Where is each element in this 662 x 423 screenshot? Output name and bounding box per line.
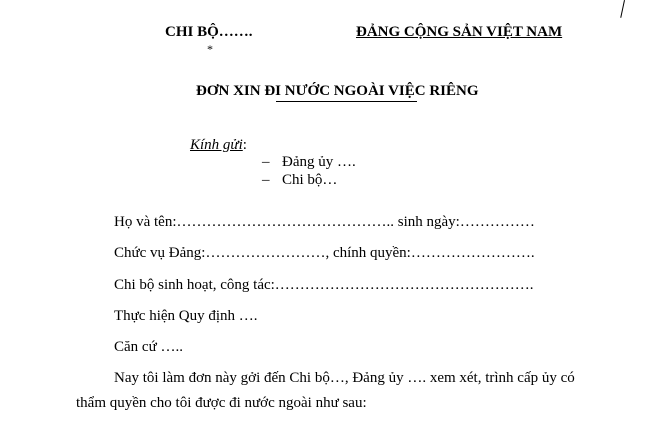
recipient-item-label: Chi bộ… <box>282 172 338 188</box>
party-cell-header: CHI BỘ……. <box>165 24 253 40</box>
party-name-header: ĐẢNG CỘNG SẢN VIỆT NAM <box>356 24 563 40</box>
recipients-label-line <box>190 137 247 154</box>
field-basis: Căn cứ ….. <box>114 339 183 355</box>
corner-stroke-mark <box>620 0 625 18</box>
body-paragraph-line-1: Nay tôi làm đơn này gởi đến Chi bộ…, Đảng ủy …. xem xét, trình cấp ủy có <box>114 370 575 386</box>
recipients-label: Kính gửi <box>190 137 243 153</box>
recipient-bullet: – <box>262 172 270 188</box>
field-branch: Chi bộ sinh hoạt, công tác:……………………………………………. <box>114 277 534 293</box>
recipient-item <box>262 172 337 189</box>
recipient-bullet: – <box>262 154 270 170</box>
field-name: Họ và tên:…………………………………….. sinh ngày:…………… <box>114 214 535 230</box>
title-underline <box>276 101 417 102</box>
header-star: * <box>207 42 213 56</box>
field-regulation: Thực hiện Quy định …. <box>114 308 258 324</box>
recipients-colon: : <box>242 137 247 153</box>
recipient-item <box>262 154 356 171</box>
field-position: Chức vụ Đảng:……………………, chính quyền:……………………. <box>114 245 535 261</box>
body-paragraph-line-2: thẩm quyền cho tôi được đi nước ngoài như sau: <box>76 395 367 411</box>
page-title: ĐƠN XIN ĐI NƯỚC NGOÀI VIỆC RIÊNG <box>196 83 479 99</box>
recipient-item-label: Đảng ủy …. <box>282 154 356 170</box>
